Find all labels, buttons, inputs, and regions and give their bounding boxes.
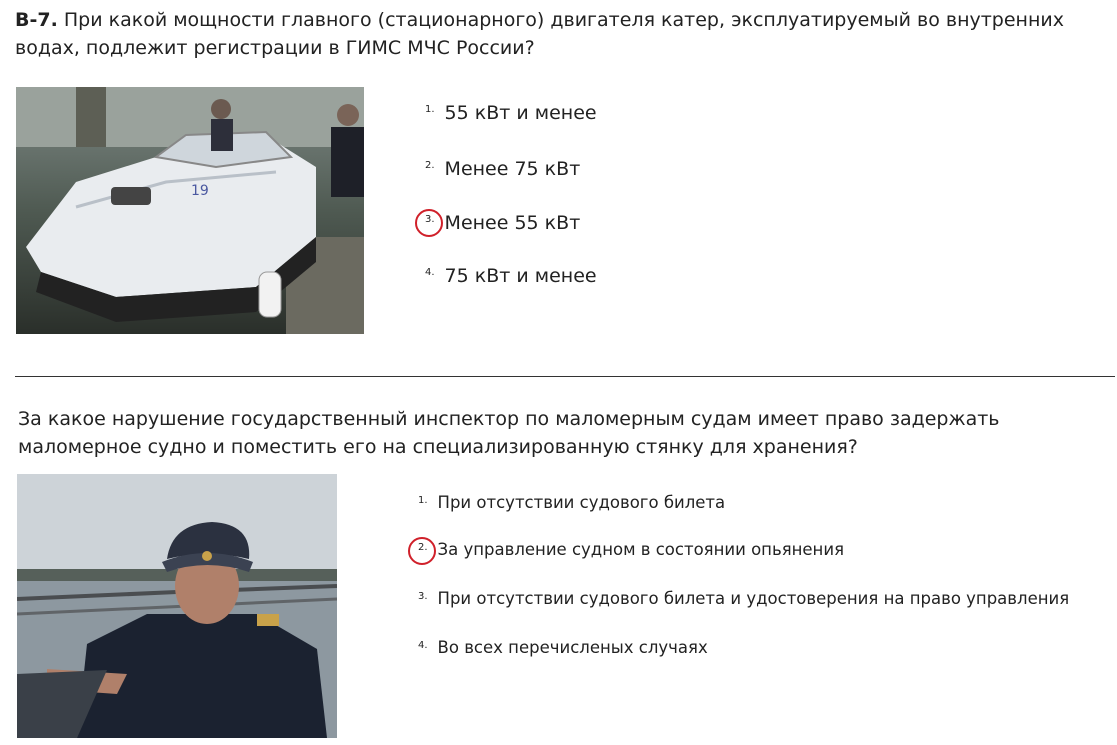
answer-option-2[interactable]: $^{2.}$ Менее 75 кВт — [425, 158, 581, 180]
section-divider — [15, 376, 1115, 377]
answer-option-3[interactable]: $^{3.}$ При отсутствии судового билета и удостоверения на право управления — [418, 589, 1070, 608]
inspector-photo — [17, 474, 337, 738]
answer-option-4[interactable]: $^{4.}$ Во всех перечисленых случаях — [418, 638, 708, 657]
question-number: В-7. — [15, 9, 58, 31]
answer-option-1[interactable]: $^{1.}$ 55 кВт и менее — [425, 102, 597, 124]
boat-photo — [16, 87, 364, 334]
question-text: При какой мощности главного (стационарного) двигателя катер, эксплуатируемый во внутренних водах, подлежит регистрации в ГИМС МЧС России? — [15, 9, 1064, 59]
answer-option-1[interactable]: $^{1.}$ При отсутствии судового билета — [418, 493, 726, 512]
boat-number: 19 — [191, 183, 209, 199]
question-2 — [18, 405, 1018, 461]
answer-option-2[interactable]: $^{2.}$ За управление судном в состоянии опьянения — [418, 540, 844, 559]
answer-option-4[interactable]: $^{4.}$ 75 кВт и менее — [425, 265, 597, 287]
answer-option-3[interactable]: $^{3.}$ Менее 55 кВт — [425, 212, 580, 234]
question-text: За какое нарушение государственный инспектор по маломерным судам имеет право задержать маломерное судно и поместить его на специализированную стянку для хранения? — [18, 408, 1000, 458]
question-1 — [15, 6, 1105, 62]
